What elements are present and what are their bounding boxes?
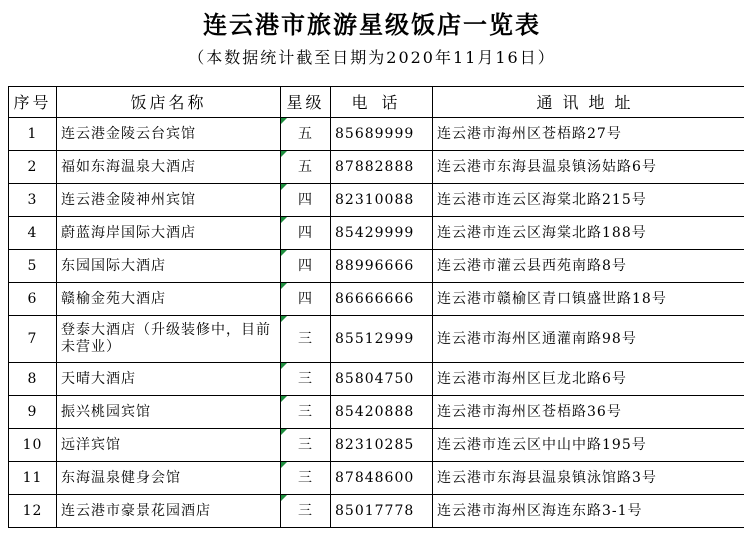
cell-address: 连云港市海州区海连东路3-1号 [433, 495, 744, 528]
header-index: 序号 [9, 87, 57, 118]
header-phone: 电话 [331, 87, 433, 118]
cell-index: 1 [9, 118, 57, 151]
cell-star: 四 [281, 283, 331, 316]
cell-name: 连云港金陵云台宾馆 [57, 118, 281, 151]
cell-index: 6 [9, 283, 57, 316]
cell-index: 12 [9, 495, 57, 528]
cell-star: 三 [281, 363, 331, 396]
table-row [9, 363, 744, 396]
table-row [9, 316, 744, 363]
cell-name: 福如东海温泉大酒店 [57, 151, 281, 184]
cell-star: 四 [281, 217, 331, 250]
header-star: 星级 [281, 87, 331, 118]
cell-star: 五 [281, 118, 331, 151]
cell-address: 连云港市海州区苍梧路36号 [433, 396, 744, 429]
cell-index: 9 [9, 396, 57, 429]
cell-address: 连云港市东海县温泉镇汤姑路6号 [433, 151, 744, 184]
table-row [9, 283, 744, 316]
cell-name: 天晴大酒店 [57, 363, 281, 396]
cell-address: 连云港市海州区苍梧路27号 [433, 118, 744, 151]
cell-address: 连云港市灌云县西苑南路8号 [433, 250, 744, 283]
cell-address: 连云港市海州区通灌南路98号 [433, 316, 744, 363]
cell-star: 三 [281, 429, 331, 462]
cell-index: 11 [9, 462, 57, 495]
cell-phone: 86666666 [331, 283, 433, 316]
cell-phone: 88996666 [331, 250, 433, 283]
cell-name: 东海温泉健身会馆 [57, 462, 281, 495]
cell-address: 连云港市东海县温泉镇泳馆路3号 [433, 462, 744, 495]
cell-star: 三 [281, 396, 331, 429]
cell-phone: 85017778 [331, 495, 433, 528]
cell-address: 连云港市连云区海棠北路215号 [433, 184, 744, 217]
cell-star: 三 [281, 462, 331, 495]
cell-address: 连云港市连云区海棠北路188号 [433, 217, 744, 250]
cell-phone: 82310285 [331, 429, 433, 462]
cell-name: 赣榆金苑大酒店 [57, 283, 281, 316]
header-name: 饭店名称 [57, 87, 281, 118]
header-address: 通讯地址 [433, 87, 744, 118]
cell-phone: 87882888 [331, 151, 433, 184]
document-title: 连云港市旅游星级饭店一览表 [203, 10, 541, 39]
cell-index: 5 [9, 250, 57, 283]
hotel-table [8, 86, 744, 528]
cell-phone: 82310088 [331, 184, 433, 217]
cell-name: 登泰大酒店（升级装修中，目前未营业） [57, 316, 281, 363]
cell-phone: 87848600 [331, 462, 433, 495]
table-row [9, 118, 744, 151]
cell-index: 7 [9, 316, 57, 363]
table-row [9, 462, 744, 495]
cell-index: 10 [9, 429, 57, 462]
cell-name: 连云港市豪景花园酒店 [57, 495, 281, 528]
cell-star: 三 [281, 495, 331, 528]
cell-star: 四 [281, 184, 331, 217]
cell-index: 3 [9, 184, 57, 217]
cell-name: 远洋宾馆 [57, 429, 281, 462]
cell-name: 蔚蓝海岸国际大酒店 [57, 217, 281, 250]
document-subtitle: （本数据统计截至日期为2020年11月16日） [188, 48, 556, 67]
cell-phone: 85420888 [331, 396, 433, 429]
cell-phone: 85512999 [331, 316, 433, 363]
cell-name: 振兴桃园宾馆 [57, 396, 281, 429]
cell-phone: 85804750 [331, 363, 433, 396]
cell-address: 连云港市海州区巨龙北路6号 [433, 363, 744, 396]
cell-star: 四 [281, 250, 331, 283]
cell-address: 连云港市连云区中山中路195号 [433, 429, 744, 462]
cell-phone: 85429999 [331, 217, 433, 250]
table-row [9, 250, 744, 283]
table-row [9, 396, 744, 429]
cell-name: 连云港金陵神州宾馆 [57, 184, 281, 217]
table-row [9, 151, 744, 184]
cell-address: 连云港市赣榆区青口镇盛世路18号 [433, 283, 744, 316]
cell-index: 4 [9, 217, 57, 250]
cell-index: 2 [9, 151, 57, 184]
table-row [9, 495, 744, 528]
cell-star: 三 [281, 316, 331, 363]
table-header-row [9, 87, 744, 118]
table-row [9, 184, 744, 217]
cell-star: 五 [281, 151, 331, 184]
table-row [9, 429, 744, 462]
cell-name: 东园国际大酒店 [57, 250, 281, 283]
table-row [9, 217, 744, 250]
cell-phone: 85689999 [331, 118, 433, 151]
cell-index: 8 [9, 363, 57, 396]
